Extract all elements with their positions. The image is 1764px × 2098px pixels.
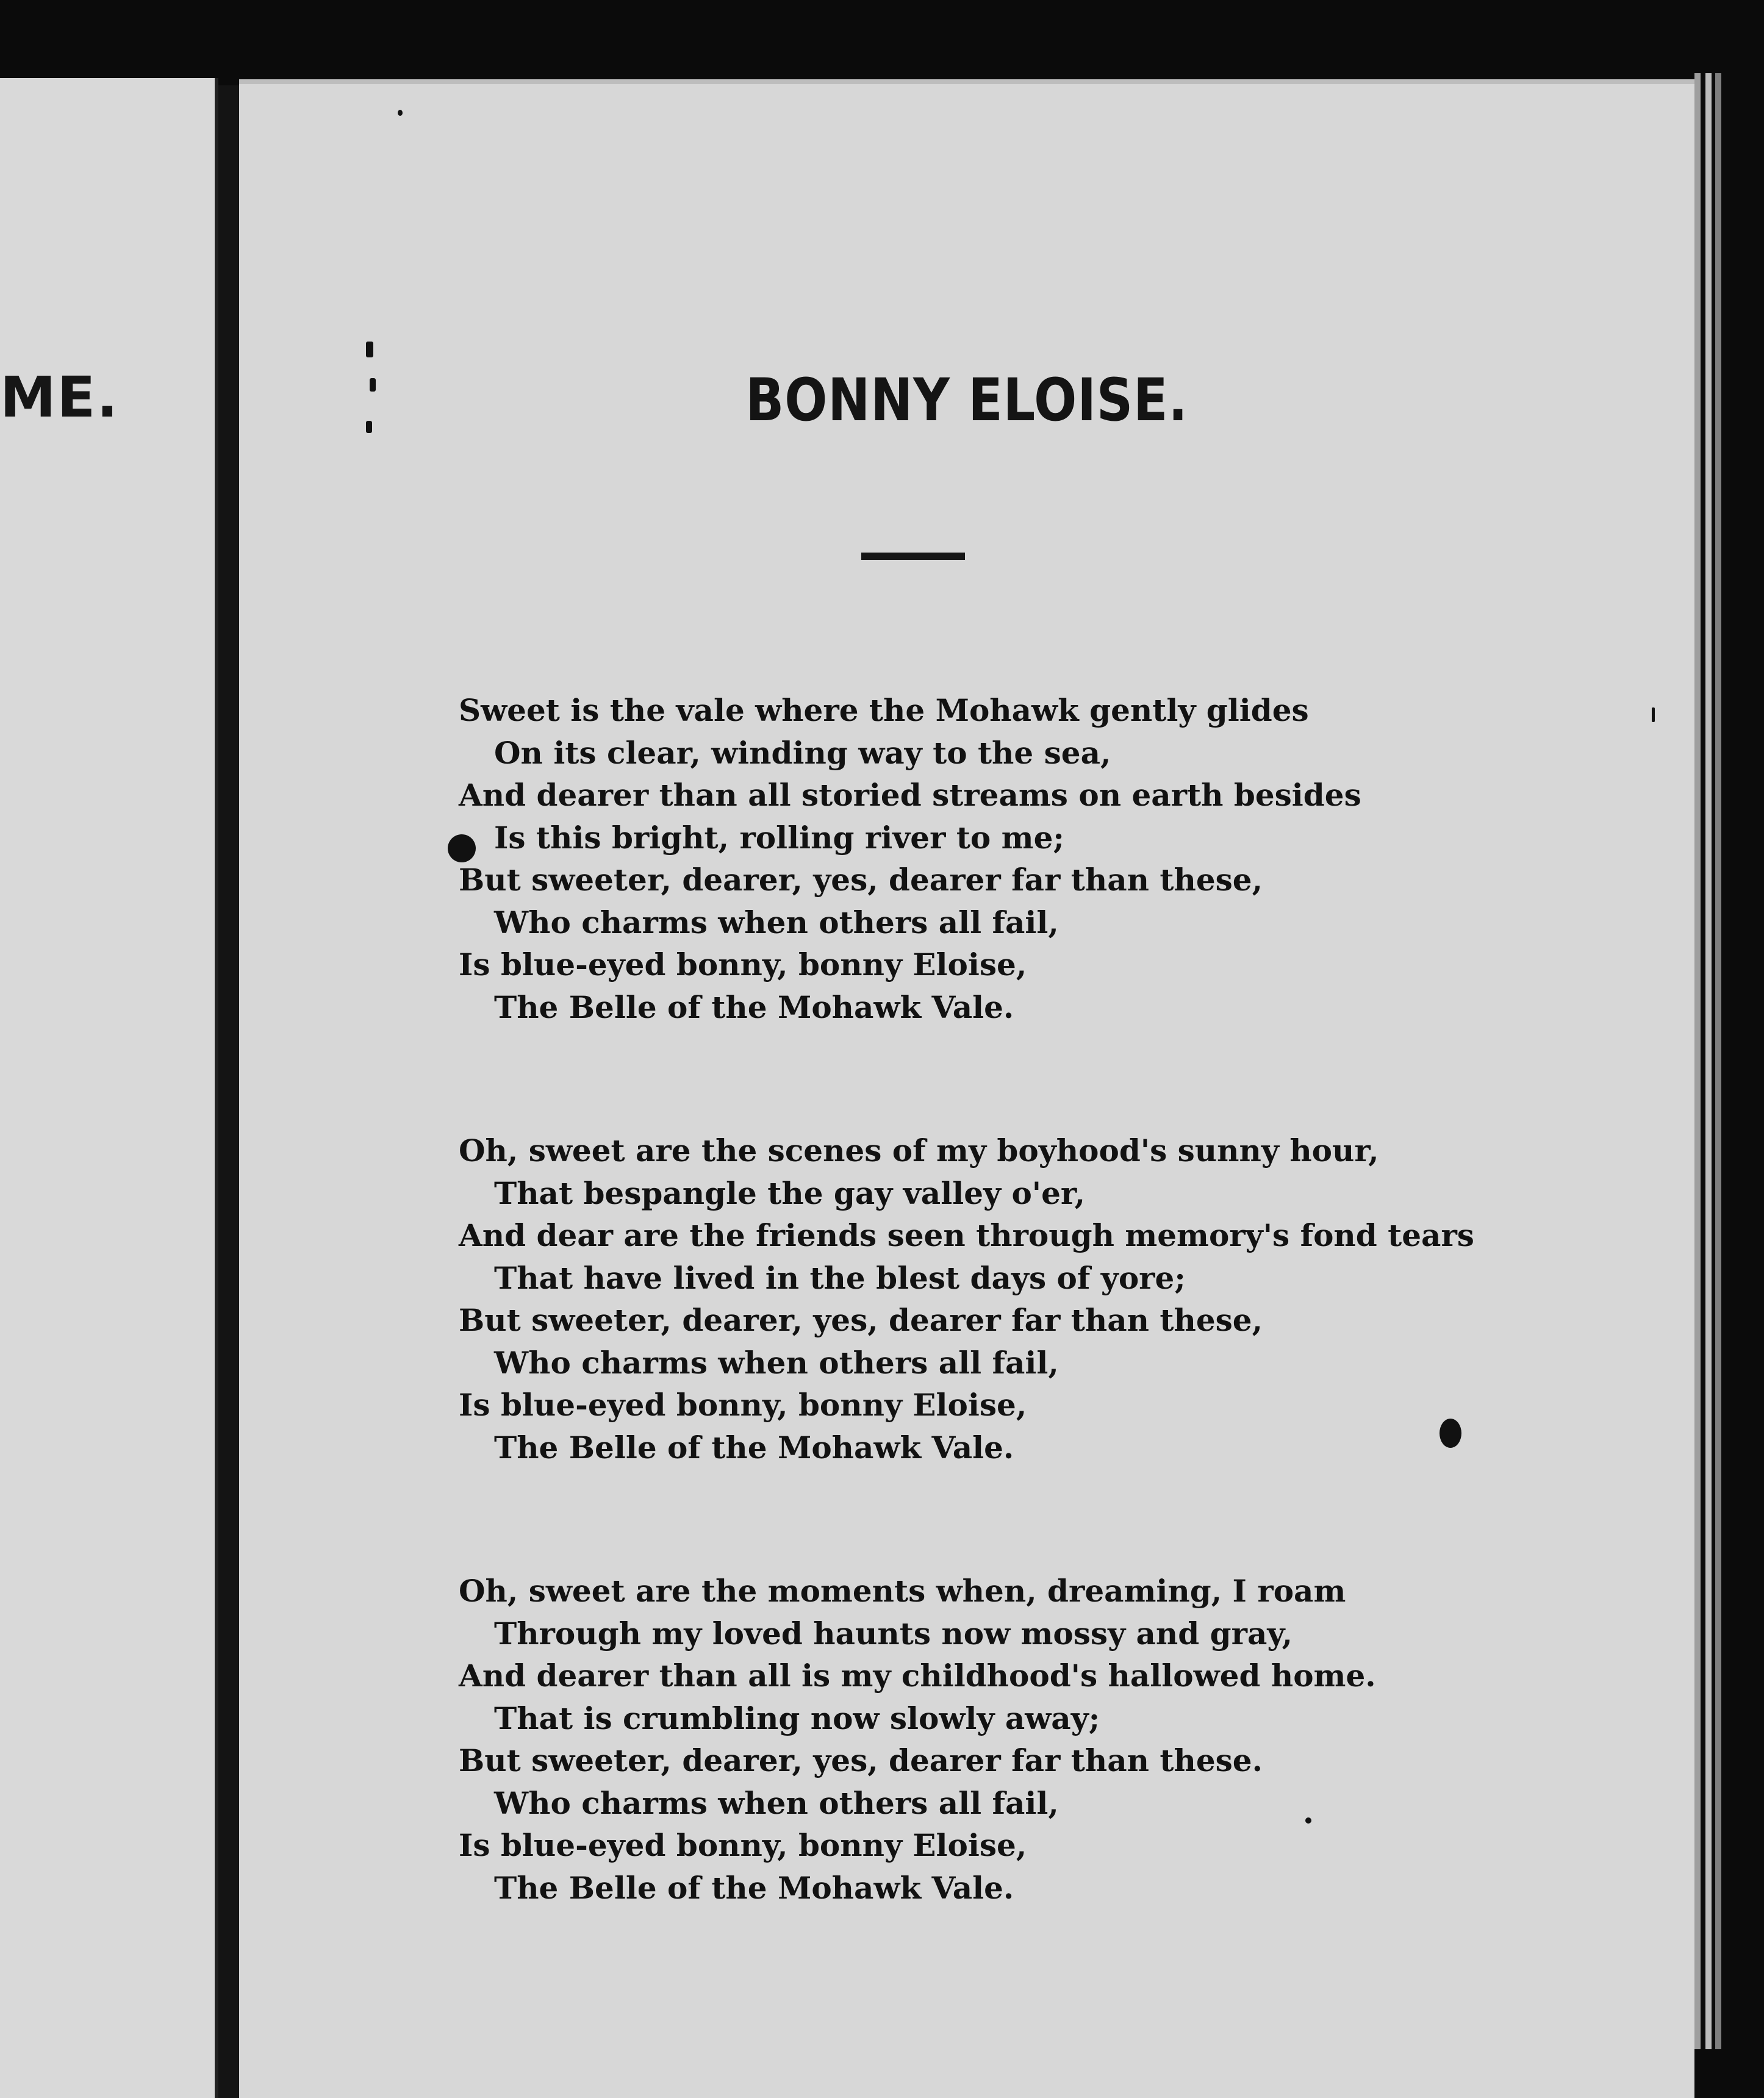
- page-edge: [1705, 73, 1712, 2049]
- poem-line: But sweeter, dearer, yes, dearer far than these,: [459, 862, 1263, 898]
- poem-line: The Belle of the Mohawk Vale.: [494, 1429, 1014, 1466]
- ink-speck: [366, 421, 372, 433]
- poem-line: That is crumbling now slowly away;: [494, 1700, 1100, 1736]
- page-edge: [1694, 73, 1701, 2049]
- poem-line: Sweet is the vale where the Mohawk gently glides: [459, 692, 1309, 728]
- previous-page: [0, 78, 218, 2098]
- song-title: BONNY ELOISE.: [745, 366, 1188, 434]
- poem-line: The Belle of the Mohawk Vale.: [494, 1869, 1014, 1906]
- poem-line: That bespangle the gay valley o'er,: [494, 1175, 1086, 1211]
- poem-line: But sweeter, dearer, yes, dearer far than these.: [459, 1742, 1263, 1778]
- poem-line: The Belle of the Mohawk Vale.: [494, 989, 1014, 1025]
- poem-line: Is blue-eyed bonny, bonny Eloise,: [459, 1387, 1027, 1423]
- stanza-2: [459, 1130, 1474, 1469]
- previous-page-title-fragment: ME.: [0, 365, 120, 430]
- ink-speck: [1305, 1817, 1311, 1824]
- poem-line: And dearer than all storied streams on earth besides: [459, 777, 1361, 813]
- poem-line: Who charms when others all fail,: [494, 904, 1059, 940]
- poem-line: But sweeter, dearer, yes, dearer far than these,: [459, 1302, 1263, 1338]
- poem-line: Who charms when others all fail,: [494, 1785, 1059, 1821]
- ink-speck: [1652, 707, 1655, 722]
- title-rule: [861, 553, 965, 560]
- poem-line: Oh, sweet are the moments when, dreaming, I roam: [459, 1573, 1346, 1609]
- stanza-1: [459, 689, 1474, 1028]
- poem-line: And dear are the friends seen through memory's fond tears: [459, 1217, 1474, 1253]
- ink-blot: [1440, 1419, 1461, 1448]
- page-edge: [1715, 73, 1721, 2049]
- stanza-3: [459, 1570, 1474, 1909]
- poem-line: That have lived in the blest days of yore;: [494, 1259, 1186, 1296]
- ink-speck: [366, 342, 373, 357]
- ink-blot: [448, 834, 476, 862]
- poem-line: Oh, sweet are the scenes of my boyhood's sunny hour,: [459, 1133, 1379, 1169]
- poem-line: Is blue-eyed bonny, bonny Eloise,: [459, 1827, 1027, 1863]
- ink-speck: [398, 110, 403, 116]
- page-gutter: [218, 85, 239, 2098]
- poem-line: Is this bright, rolling river to me;: [494, 819, 1064, 856]
- poem-line: On its clear, winding way to the sea,: [494, 734, 1111, 771]
- poem-line: Who charms when others all fail,: [494, 1344, 1059, 1381]
- song-page: [239, 79, 1694, 2098]
- poem-line: Through my loved haunts now mossy and gray,: [494, 1615, 1293, 1652]
- poem-line: Is blue-eyed bonny, bonny Eloise,: [459, 947, 1027, 983]
- poem: [459, 689, 1474, 2010]
- poem-line: And dearer than all is my childhood's hallowed home.: [459, 1658, 1376, 1694]
- ink-speck: [370, 378, 376, 392]
